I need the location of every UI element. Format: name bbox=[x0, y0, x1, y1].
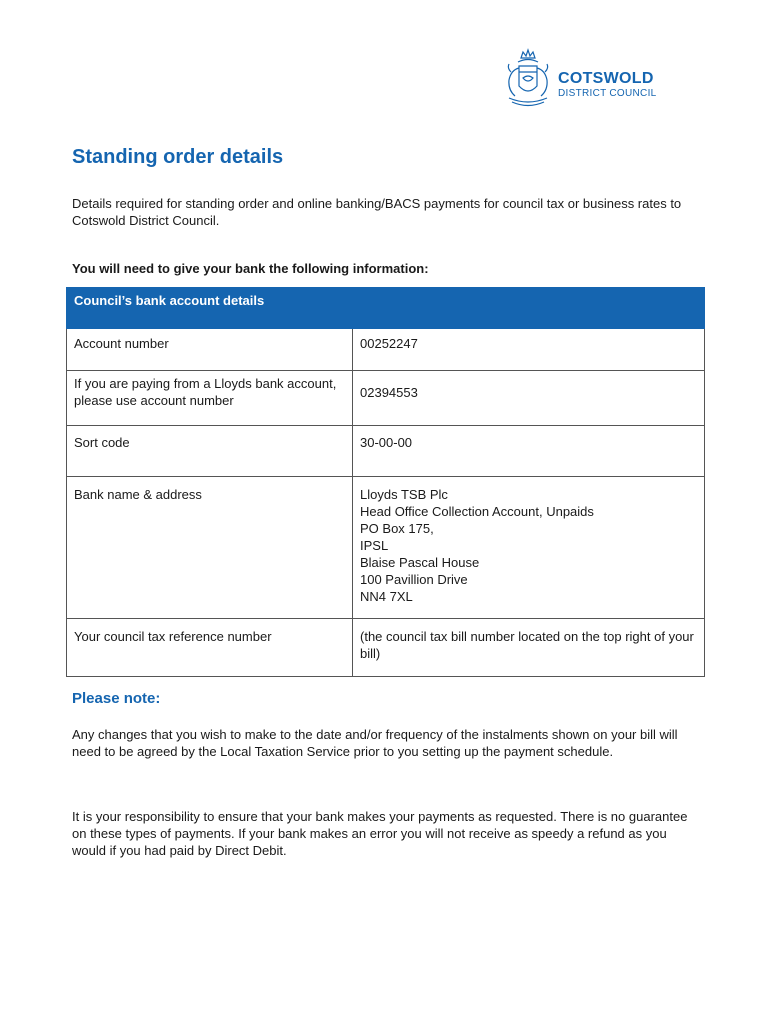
table-row-account-number bbox=[67, 329, 705, 371]
row-value: (the council tax bill number located on the top right of your bill) bbox=[353, 619, 705, 677]
table-header-value bbox=[353, 288, 705, 329]
row-label: Sort code bbox=[67, 426, 353, 477]
note-heading: Please note: bbox=[72, 690, 161, 707]
table-row-reference-number bbox=[67, 619, 705, 677]
row-value: 30-00-00 bbox=[353, 426, 705, 477]
logo-subtitle: DISTRICT COUNCIL bbox=[558, 88, 657, 99]
row-value bbox=[353, 371, 705, 426]
row-label: Account number bbox=[67, 329, 353, 371]
row-label: Bank name & address bbox=[67, 477, 353, 619]
table-header-row bbox=[67, 288, 705, 329]
note-paragraph: Any changes that you wish to make to the date and/or frequency of the instalments shown on your bill will need to be agreed by the Local Taxation Service prior to you setting up the payment schedule. bbox=[72, 727, 678, 759]
council-logo bbox=[503, 48, 673, 112]
row-value: Lloyds TSB Plc Head Office Collection Account, Unpaids PO Box 175, IPSL Blaise Pascal House 100 Pavillion Drive NN4 7XL bbox=[353, 477, 705, 619]
logo-name: COTSWOLD bbox=[558, 70, 654, 87]
note-paragraph: It is your responsibility to ensure that your bank makes your payments as requested. There is no guarantee on these types of payments. If your bank makes an error you will not receive as speedy a refund as you would if you had paid by Direct Debit. bbox=[72, 809, 688, 858]
row-label: Your council tax reference number bbox=[67, 619, 353, 677]
page-title: Standing order details bbox=[72, 146, 284, 168]
row-label: If you are paying from a Lloyds bank account, please use account number bbox=[67, 371, 353, 426]
table-row-bank-address bbox=[67, 477, 705, 619]
table-header-label: Council’s bank account details bbox=[67, 288, 353, 329]
bank-details-table bbox=[66, 287, 705, 677]
table-row-lloyds-account bbox=[67, 371, 705, 426]
intro-text: Details required for standing order and online banking/BACS payments for council tax or business rates to Cotswold District Council. bbox=[72, 196, 682, 228]
table-row-sort-code bbox=[67, 426, 705, 477]
lloyds-account-value: 02394553 bbox=[360, 385, 418, 400]
need-heading: You will need to give your bank the following information: bbox=[72, 261, 429, 276]
row-value: 00252247 bbox=[353, 329, 705, 371]
coat-of-arms-icon bbox=[503, 48, 553, 112]
